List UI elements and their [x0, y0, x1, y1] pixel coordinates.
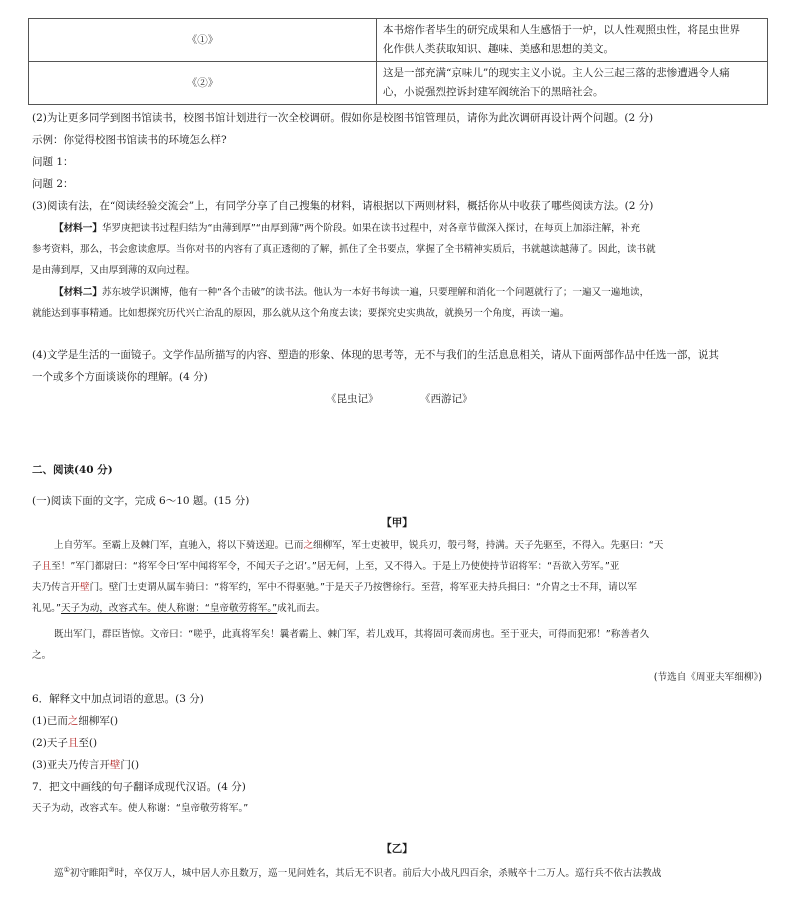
material-1-label: 【材料一】 [54, 223, 102, 234]
material-2-label: 【材料二】 [54, 287, 102, 298]
material-1-line: 参考资料，那么，书会愈读愈厚。当你对书的内容有了真正透彻的了解，抓住了全书要点，掌握了全书精神实质后，书就越读越薄了。因此，读书就 [32, 244, 656, 255]
table-row [29, 62, 768, 105]
question-6-item [32, 736, 97, 751]
material-1-text: 华罗庚把读书过程归结为“由薄到厚”“由厚到薄”两个阶段。如果在读书过程中，对各章节做深入探讨，在每页上加添注解，补充 [101, 223, 640, 234]
question-2-ask-1: 问题 1： [32, 156, 74, 168]
book-option-2: 《西游记》 [420, 393, 473, 405]
question-2-prompt: (2)为让更多同学到图书馆读书，校图书馆计划进行一次全校调研。假如你是校图书馆管理员，请你为此次调研再设计两个问题。(2 分) [32, 112, 654, 124]
passage-text: 至！”军门都尉曰：“将军令曰‘军中闻将军令，不闻天子之诏’。”居无何，上至，又不得入。于是上乃使使持节诏将军：“吾欲入劳军。”亚 [51, 561, 620, 572]
description-line: 本书熔作者毕生的研究成果和人生感悟于一炉，以人性观照虫性，将昆虫世界 [383, 24, 740, 36]
material-2-line: 就能达到事事精通。比如想探究历代兴亡治乱的原因，那么就从这个角度去读；要探究史实典故，就换另一个角度，再读一遍。 [32, 308, 570, 319]
underlined-sentence: 天子为动，改容式车。使人称谢：“皇帝敬劳将军。” [60, 603, 278, 614]
book-description-cell [377, 62, 768, 105]
item-text: (1)已而 [32, 715, 68, 727]
material-2-text: 苏东坡学识渊博，他有一种“各个击破”的读书法。他认为一本好书每读一遍，只要理解和消化一个问题就行了；一遍又一遍地读， [101, 287, 650, 298]
passage-yi-title: 【乙】 [381, 843, 413, 855]
passage-text: 巡 [54, 868, 64, 880]
passage-text: 子 [32, 561, 42, 572]
passage-line [32, 580, 637, 595]
dotted-word: 且 [41, 561, 52, 572]
material-2-line [54, 285, 649, 300]
dotted-word: 之 [303, 540, 314, 551]
passage-line [54, 538, 663, 553]
description-line: 这是一部充满“京味儿”的现实主义小说。主人公三起三落的悲惨遭遇令人痛 [383, 67, 730, 79]
material-1-line [54, 221, 640, 236]
book-title-cell: 《①》 [29, 19, 377, 62]
item-text: (3)亚夫乃传言开 [32, 759, 110, 771]
book-table [28, 18, 768, 105]
dotted-word: 且 [67, 737, 79, 749]
subsection-heading: (一)阅读下面的文字，完成 6～10 题。(15 分) [32, 495, 250, 507]
passage-text: 上自劳军。至霸上及棘门军，直驰入，将以下骑送迎。已而 [54, 540, 304, 551]
passage-line [32, 601, 325, 616]
question-7-prompt: 7．把文中画线的句子翻译成现代汉语。(4 分) [32, 781, 246, 793]
dotted-word: 壁 [109, 759, 121, 771]
passage-text: 初守睢阳 [69, 868, 109, 880]
passage-line: 之。 [32, 650, 52, 661]
question-6-prompt: 6．解释文中加点词语的意思。(3 分) [32, 693, 204, 705]
passage-line [54, 863, 661, 881]
question-7-sentence: 天子为动，改容式车。使人称谢：“皇帝敬劳将军。” [32, 803, 249, 814]
material-1-line: 是由薄到厚，又由厚到薄的双向过程。 [32, 265, 196, 276]
question-6-item [32, 714, 118, 729]
question-2-ask-2: 问题 2： [32, 178, 74, 190]
passage-text: 夫乃传言开 [32, 582, 80, 593]
passage-text: 成礼而去。 [277, 603, 326, 614]
book-title-cell: 《②》 [29, 62, 377, 105]
footnote-marker: ② [108, 866, 115, 874]
description-line: 化作供人类获取知识、趣味、美感和思想的美文。 [383, 43, 614, 55]
table-row [29, 19, 768, 62]
section-heading: 二、阅读(40 分) [32, 464, 113, 476]
item-text: (2)天子 [32, 737, 68, 749]
item-text: 细柳军() [78, 715, 119, 727]
passage-jia-title: 【甲】 [381, 517, 413, 529]
passage-source: (节选自《周亚夫军细柳》) [653, 672, 762, 683]
passage-line: 既出军门，群臣皆惊。文帝曰：“嗟乎，此真将军矣！曩者霸上、棘门军，若儿戏耳，其将固可袭而虏也。至于亚夫，可得而犯邪！”称善者久 [54, 629, 650, 640]
dotted-word: 之 [67, 715, 79, 727]
passage-text: 时，卒仅万人，城中居人亦且数万，巡一见问姓名，其后无不识者。前后大小战凡四百余，杀贼卒十二万人。巡行兵不依古法教战 [114, 868, 662, 880]
passage-text: 礼见。” [32, 603, 61, 614]
dotted-word: 壁 [79, 582, 90, 593]
book-description-cell [377, 19, 768, 62]
question-6-item [32, 758, 139, 773]
item-text: 至() [78, 737, 98, 749]
question-3-prompt: (3)阅读有法，在“阅读经验交流会”上，有同学分享了自己搜集的材料，请根据以下两则材料，概括你从中收获了哪些阅读方法。(2 分) [32, 200, 654, 212]
question-4-prompt: (4)文学是生活的一面镜子。文学作品所描写的内容、塑造的形象、体现的思考等，无不与我们的生活息息相关，请从下面两部作品中任选一部，说其 [32, 349, 719, 361]
question-4-prompt: 一个或多个方面谈谈你的理解。(4 分) [32, 371, 208, 383]
book-option-1: 《昆虫记》 [326, 393, 379, 405]
question-2-example: 示例：你觉得校图书馆读书的环境怎么样? [32, 134, 227, 146]
item-text: 门() [120, 759, 140, 771]
footnote-marker: ① [63, 866, 70, 874]
description-line: 心，小说强烈控诉封建军阀统治下的黑暗社会。 [383, 86, 604, 98]
passage-text: 细柳军，军士吏被甲，锐兵刃，彀弓弩，持满。天子先驱至，不得入。先驱曰：“天 [313, 540, 664, 551]
passage-text: 门。壁门士吏谓从属车骑曰：“将军约，军中不得驱驰。”于是天子乃按辔徐行。至营，将军亚夫持兵揖曰：“介胄之士不拜，请以军 [89, 582, 637, 593]
passage-line [32, 559, 619, 574]
